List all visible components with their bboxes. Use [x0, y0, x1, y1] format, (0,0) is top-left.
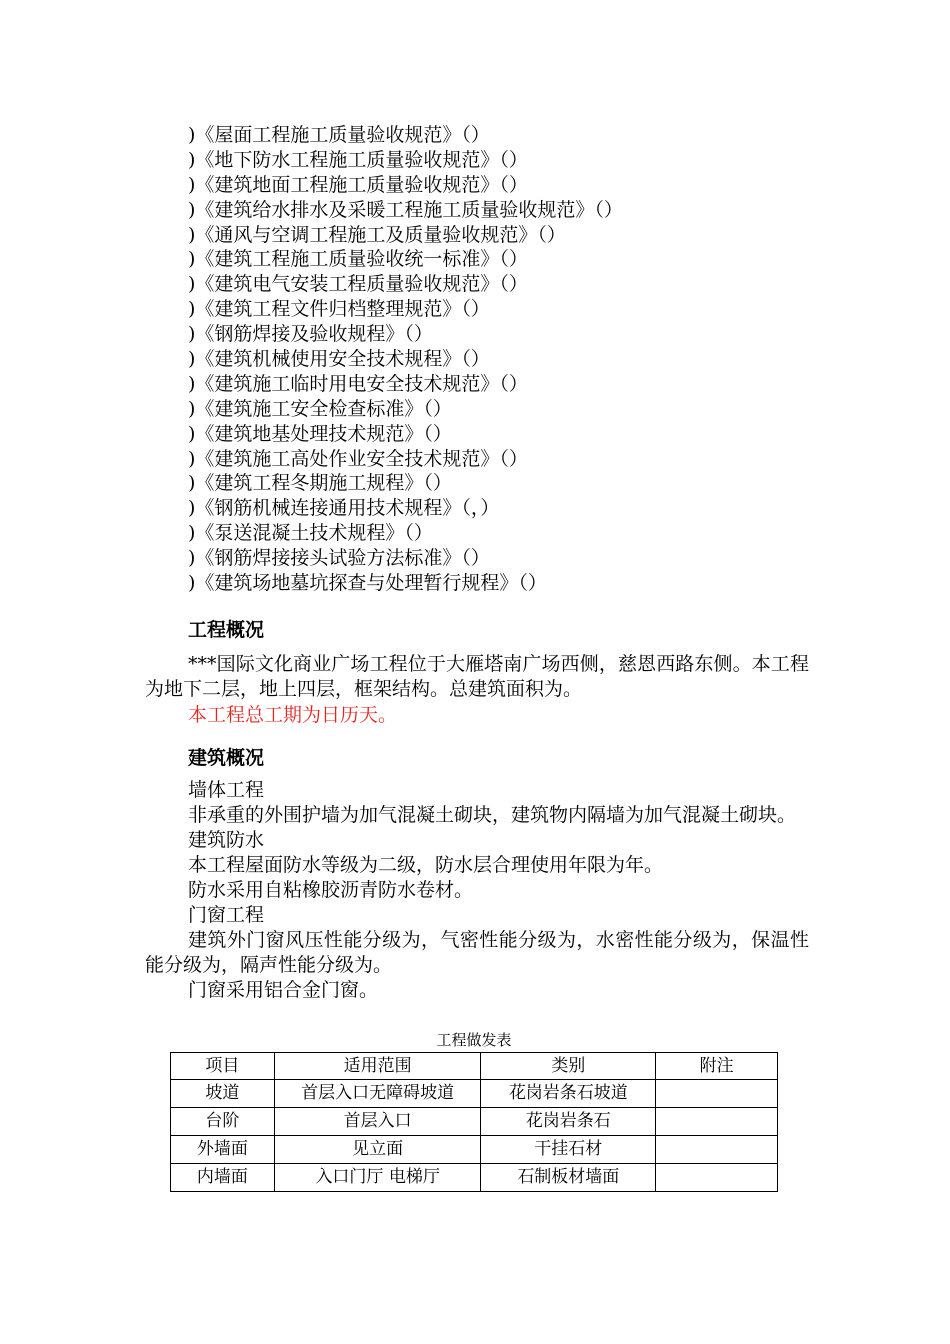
table-cell: 台阶 — [171, 1108, 275, 1136]
table-row — [171, 1164, 778, 1192]
reference-item: )《建筑地面工程施工质量验收规范》（） — [188, 173, 528, 196]
construction-table — [170, 1052, 778, 1192]
table-cell: 内墙面 — [171, 1164, 275, 1192]
table-cell: 石制板材墙面 — [481, 1164, 656, 1192]
reference-item: )《建筑施工高处作业安全技术规范》（） — [188, 447, 528, 470]
reference-item: )《钢筋焊接及验收规程》（） — [188, 323, 433, 346]
reference-item: )《建筑工程文件归档整理规范》（） — [188, 298, 490, 321]
reference-item: )《建筑地基处理技术规范》（） — [188, 422, 452, 445]
architecture-body — [145, 778, 809, 1003]
doors-windows-material-text: 门窗采用铝合金门窗。 — [188, 979, 379, 1001]
reference-item: )《建筑施工安全检查标准》（） — [188, 397, 452, 420]
table-cell: 见立面 — [274, 1136, 481, 1164]
waterproofing-material-text: 防水采用自粘橡胶沥青防水卷材。 — [188, 879, 474, 901]
overview-heading: 工程概况 — [188, 619, 265, 641]
reference-item: )《建筑施工临时用电安全技术规范》（） — [188, 372, 528, 395]
doors-windows-performance-text: 建筑外门窗风压性能分级为，气密性能分级为，水密性能分级为，保温性能分级为，隔声性能分级为。 — [145, 929, 809, 976]
table-cell — [656, 1108, 778, 1136]
wall-works-text: 非承重的外围护墙为加气混凝土砌块，建筑物内隔墙为加气混凝土砌块。 — [188, 804, 797, 826]
table-cell: 外墙面 — [171, 1136, 275, 1164]
table-cell: 花岗岩条石坡道 — [481, 1080, 656, 1108]
waterproofing-text: 本工程屋面防水等级为二级，防水层合理使用年限为年。 — [188, 854, 664, 876]
reference-item: )《建筑机械使用安全技术规程》（） — [188, 348, 490, 371]
table-cell: 首层入口无障碍坡道 — [274, 1080, 481, 1108]
reference-item: )《屋面工程施工质量验收规范》（） — [188, 124, 490, 146]
reference-item: )《钢筋机械连接通用技术规程》（，） — [188, 497, 500, 520]
reference-item: )《建筑工程施工质量验收统一标准》（） — [188, 248, 528, 271]
table-header-cell: 附注 — [656, 1053, 778, 1080]
table-row — [171, 1080, 778, 1108]
table-caption: 工程做发表 — [436, 1031, 512, 1049]
reference-item: )《地下防水工程施工质量验收规范》（） — [188, 148, 528, 171]
wall-works-title: 墙体工程 — [188, 779, 265, 801]
table-cell — [656, 1136, 778, 1164]
table-header-cell: 类别 — [481, 1053, 656, 1080]
reference-item: )《钢筋焊接接头试验方法标准》（） — [188, 547, 490, 570]
table-cell — [656, 1080, 778, 1108]
reference-item: )《建筑工程冬期施工规程》（） — [188, 472, 452, 495]
duration-paragraph: 本工程总工期为日历天。 — [188, 704, 398, 726]
table-cell — [656, 1164, 778, 1192]
doors-windows-title: 门窗工程 — [188, 904, 265, 926]
table-cell: 坡道 — [171, 1080, 275, 1108]
reference-item: )《建筑场地墓坑探查与处理暂行规程》（） — [188, 572, 547, 595]
waterproofing-title: 建筑防水 — [188, 829, 265, 851]
table-header-cell: 项目 — [171, 1053, 275, 1080]
table-header-cell: 适用范围 — [274, 1053, 481, 1080]
reference-item: )《泵送混凝土技术规程》（） — [188, 522, 433, 545]
reference-item: )《通风与空调工程施工及质量验收规范》（） — [188, 223, 566, 246]
reference-item: )《建筑给水排水及采暖工程施工质量验收规范》（） — [188, 198, 623, 221]
overview-paragraph: ***国际文化商业广场工程位于大雁塔南广场西侧，慈恩西路东侧。本工程为地下二层，地上四层，框架结构。总建筑面积为。 — [145, 653, 809, 700]
table-row — [171, 1136, 778, 1164]
table-cell: 首层入口 — [274, 1108, 481, 1136]
reference-item: )《建筑电气安装工程质量验收规范》（） — [188, 273, 528, 296]
table-cell: 干挂石材 — [481, 1136, 656, 1164]
table-header-row — [171, 1053, 778, 1080]
reference-list — [188, 123, 828, 596]
table-cell: 花岗岩条石 — [481, 1108, 656, 1136]
table-row — [171, 1108, 778, 1136]
table-cell: 入口门厅 电梯厅 — [274, 1164, 481, 1192]
architecture-heading: 建筑概况 — [188, 747, 265, 769]
